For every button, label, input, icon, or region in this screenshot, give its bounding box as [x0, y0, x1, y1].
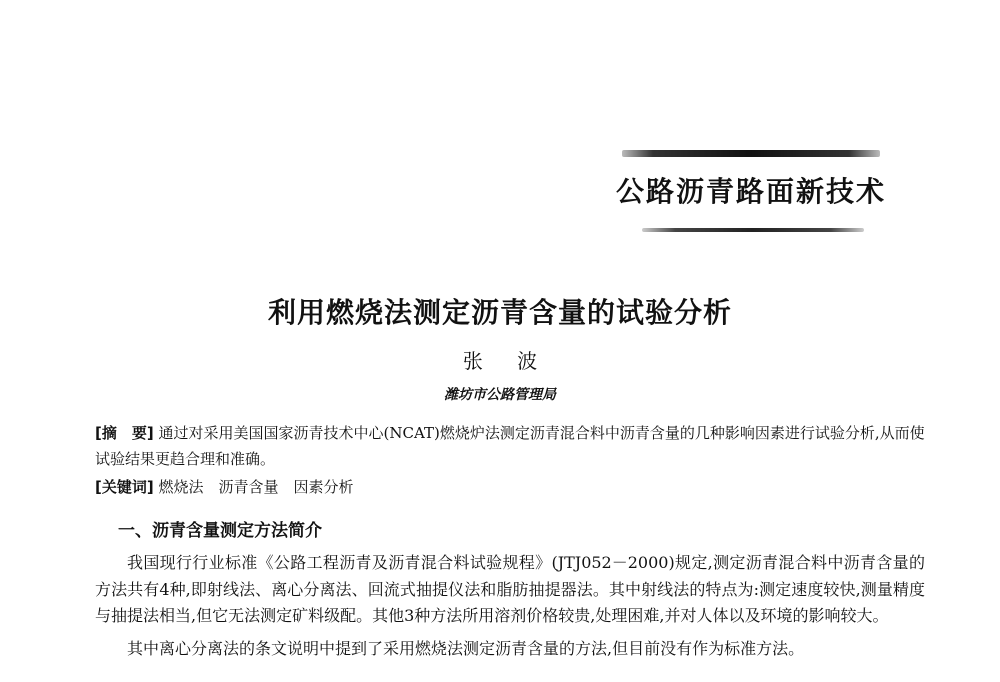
- section-banner: [600, 150, 890, 238]
- keywords-text: 燃烧法 沥青含量 因素分析: [158, 478, 354, 496]
- body-paragraph: 其中离心分离法的条文说明中提到了采用燃烧法测定沥青含量的方法,但目前没有作为标准方法。: [127, 638, 805, 658]
- banner-top-rule: [622, 150, 880, 157]
- section-body: [95, 550, 925, 662]
- author-name: 张 波: [462, 349, 552, 373]
- keywords-label: [关键词]: [95, 478, 154, 496]
- abstract-text: 通过对采用美国国家沥青技术中心(NCAT)燃烧炉法测定沥青混合料中沥青含量的几种影响因素进行试验分析,从而使试验结果更趋合理和准确。: [95, 424, 925, 468]
- section-heading: 一、沥青含量测定方法简介: [118, 521, 322, 541]
- article-title: 利用燃烧法测定沥青含量的试验分析: [267, 296, 732, 329]
- body-paragraph: 我国现行行业标准《公路工程沥青及沥青混合料试验规程》(JTJ052－2000)规定,测定沥青混合料中沥青含量的方法共有4种,即射线法、离心分离法、回流式抽提仪法和脂肪抽提器法。其中射线法的特点为:测定速度较快,测量精度与抽提法相当,但它无法测定矿料级配。其他3种方法所用溶剂价格较贵,处理困难,并对人体以及环境的影响较大。: [95, 553, 925, 625]
- abstract-label: [摘 要]: [95, 424, 154, 442]
- banner-bottom-rule: [642, 228, 864, 232]
- section-title: 公路沥青路面新技术: [615, 175, 886, 208]
- abstract: [95, 420, 925, 472]
- author-affiliation: 潍坊市公路管理局: [444, 387, 556, 403]
- keywords: [95, 476, 925, 498]
